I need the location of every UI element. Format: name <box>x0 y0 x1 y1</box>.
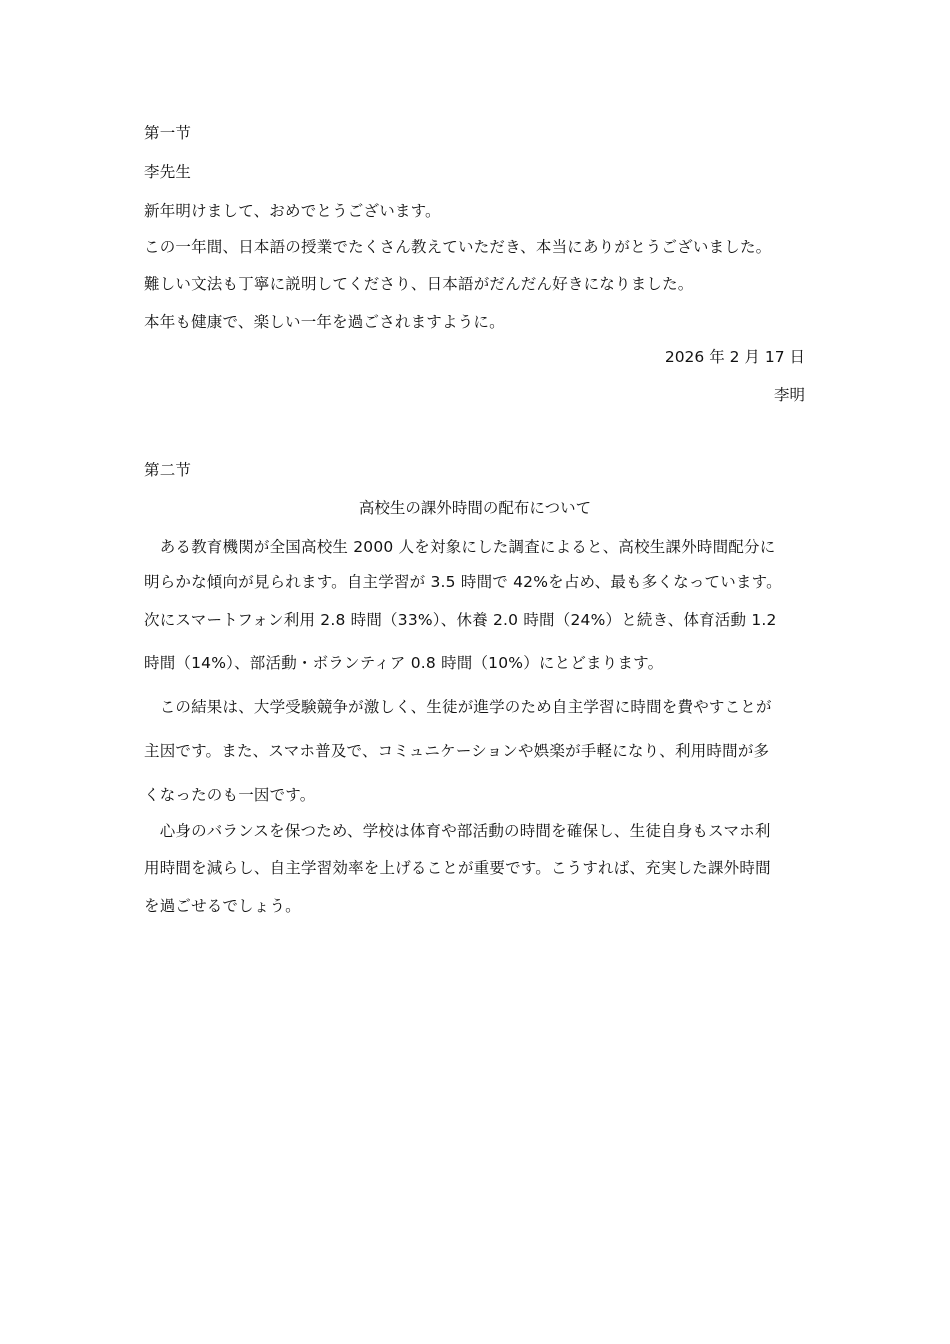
letter-line: 本年も健康で、楽しい一年を過ごされますように。 <box>144 313 505 331</box>
essay-line: 次にスマートフォン利用 2.8 時間（33%）、休養 2.0 時間（24%）と続き、体育活動 1.2 <box>144 611 777 629</box>
essay-line: この結果は、大学受験競争が激しく、生徒が進学のため自主学習に時間を費やすことが <box>144 698 772 716</box>
letter-addressee: 李先生 <box>144 163 192 181</box>
letter-line: この一年間、日本語の授業でたくさん教えていただき、本当にありがとうございました。 <box>144 238 772 256</box>
essay-line: 心身のバランスを保つため、学校は体育や部活動の時間を確保し、生徒自身もスマホ利 <box>144 822 771 840</box>
essay-line: 明らかな傾向が見られます。自主学習が 3.5 時間で 42%を占め、最も多くなっています。 <box>144 573 782 591</box>
essay-line: 用時間を減らし、自主学習効率を上げることが重要です。こうすれば、充実した課外時間 <box>144 859 771 877</box>
letter-line: 難しい文法も丁寧に説明してくださり、日本語がだんだん好きになりました。 <box>144 275 694 293</box>
letter-line: 新年明けまして、おめでとうございます。 <box>144 202 441 220</box>
essay-line: 時間（14%）、部活動・ボランティア 0.8 時間（10%）にとどまります。 <box>144 654 664 672</box>
essay-line: ある教育機関が全国高校生 2000 人を対象にした調査によると、高校生課外時間配分に <box>144 538 776 556</box>
essay-line: を過ごせるでしょう。 <box>144 897 301 915</box>
section2-heading: 第二节 <box>144 461 192 479</box>
letter-signature: 李明 <box>773 386 805 404</box>
essay-title: 高校生の課外時間の配布について <box>358 499 592 517</box>
essay-line: くなったのも一因です。 <box>144 786 316 804</box>
section1-heading: 第一节 <box>144 124 192 142</box>
letter-date: 2026 年 2 月 17 日 <box>664 348 805 366</box>
essay-line: 主因です。また、スマホ普及で、コミュニケーションや娯楽が手軽になり、利用時間が多 <box>144 742 770 760</box>
